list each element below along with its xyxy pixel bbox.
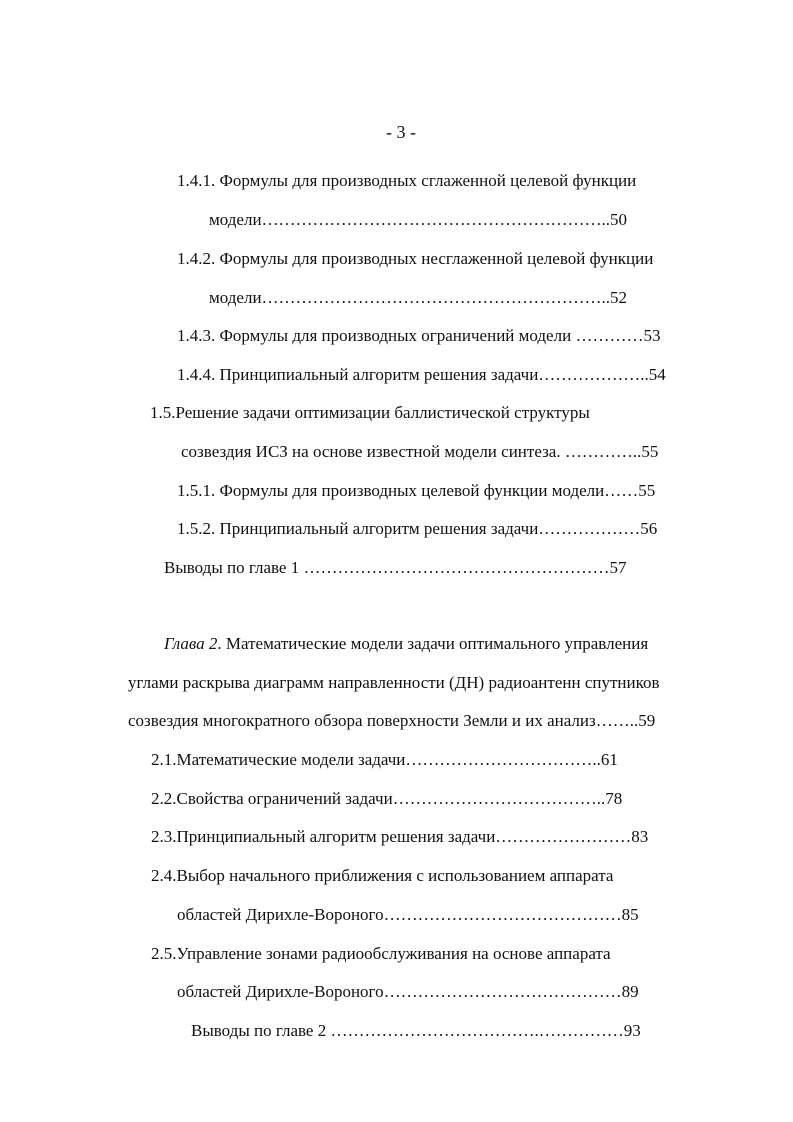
toc-entry-2-4: 2.4.Выбор начального приближения с использованием аппарата [151, 866, 614, 885]
toc-chapter-2-heading [164, 633, 648, 655]
toc-entry-1-4-3: 1.4.3. Формулы для производных ограничений модели …………53 [177, 326, 661, 345]
toc-entry-1-4-2: 1.4.2. Формулы для производных несглаженной целевой функции [177, 249, 654, 268]
toc-entry-2-5-cont: областей Дирихле-Вороного……………………………………89 [177, 982, 639, 1001]
toc-chapter-2-line-2: углами раскрыва диаграмм направленности (ДН) радиоантенн спутников [128, 673, 660, 692]
toc-entry-1-4-1-cont: модели……………………………………………………..50 [209, 210, 628, 229]
toc-entry-1-5: 1.5.Решение задачи оптимизации баллистической структуры [150, 403, 590, 422]
toc-entry-2-2: 2.2.Свойства ограничений задачи………………………………..78 [151, 789, 623, 808]
toc-entry-2-3: 2.3.Принципиальный алгоритм решения задачи……………………83 [151, 827, 649, 846]
toc-entry-1-5-1: 1.5.1. Формулы для производных целевой функции модели……55 [177, 481, 656, 500]
page-number: - 3 - [386, 122, 416, 142]
toc-entry-2-1: 2.1.Математические модели задачи……………………………..61 [151, 750, 618, 769]
toc-entry-2-4-cont: областей Дирихле-Вороного……………………………………85 [177, 905, 639, 924]
toc-entry-1-5-cont: созвездия ИСЗ на основе известной модели синтеза. …………..55 [181, 442, 659, 461]
toc-entry-2-5: 2.5.Управление зонами радиообслуживания на основе аппарата [151, 944, 611, 963]
chapter-2-label: Глава 2 [164, 634, 218, 653]
chapter-2-title: . Математические модели задачи оптимального управления [217, 634, 649, 653]
toc-entry-1-4-4: 1.4.4. Принципиальный алгоритм решения задачи………………..54 [177, 365, 666, 384]
toc-entry-conclusions-2: Выводы по главе 2 ……………………………….……………93 [191, 1021, 641, 1040]
toc-entry-1-4-1: 1.4.1. Формулы для производных сглаженной целевой функции [177, 171, 637, 190]
toc-entry-1-5-2: 1.5.2. Принципиальный алгоритм решения задачи………………56 [177, 519, 658, 538]
toc-entry-1-4-2-cont: модели……………………………………………………..52 [209, 288, 628, 307]
toc-entry-conclusions-1: Выводы по главе 1 ………………………………………………57 [164, 558, 627, 577]
toc-chapter-2-line-3: созвездия многократного обзора поверхности Земли и их анализ……..59 [128, 711, 656, 730]
